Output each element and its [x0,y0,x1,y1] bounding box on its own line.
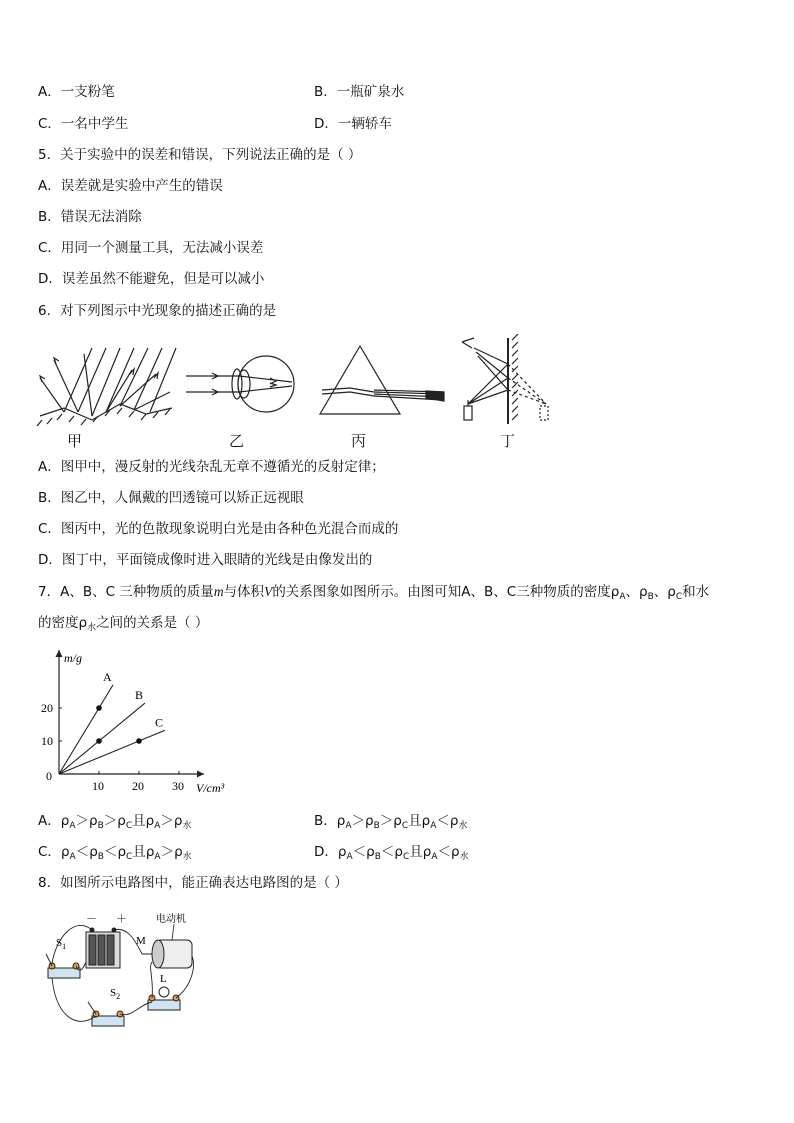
q6-stem: 6．对下列图示中光现象的描述正确的是 [38,303,277,319]
q8-circuit-figure [36,906,206,1036]
rho-subscript: B [373,821,380,831]
data-point [136,738,142,744]
series-label-c: C [155,715,164,730]
q6-option-b: B．图乙中，人佩戴的凹透镜可以矫正远视眼 [38,490,304,506]
rho-symbol: ρ [667,584,676,600]
prism-dispersion-diagram [320,346,444,414]
series-line-b [59,703,145,774]
q7-chart [34,640,244,800]
rho-subscript: A [430,821,437,831]
q8-stem: 8．如图所示电路图中，能正确表达电路图的是（ ） [38,875,348,891]
option-letter: B． [314,813,337,829]
conjunction: 且 [409,844,423,860]
origin-label: 0 [46,769,52,783]
rho-subscript: A [346,852,353,862]
rho-symbol: ρ [145,844,155,860]
rho-symbol: ρ [610,584,620,600]
rho-symbol: ρ [89,813,98,829]
q7-option-a [38,812,191,835]
rho-subscript: 水 [458,821,468,831]
q7-option-d [314,843,469,866]
relation: ＜ [437,844,452,860]
rho-subscript: B [97,852,104,862]
battery-plus-label: ＋ [116,913,127,925]
q5-option-b: B．错误无法消除 [38,209,142,225]
q5-option-c: C．用同一个测量工具，无法减小误差 [38,240,264,256]
motor-m-label: M [136,935,146,947]
relation: ＞ [351,813,366,829]
relation: ＞ [103,813,118,829]
q7-stem-part2: 与体积 [223,584,265,600]
rho-subscript: 水 [182,852,192,862]
q6-option-a: A．图甲中，漫反射的光线杂乱无章不遵循光的反射定律； [38,459,385,475]
rho-subscript: A [345,821,352,831]
switch-label-letter: S [110,987,117,999]
rho-symbol: ρ [422,844,432,860]
battery-icon [86,928,120,968]
rho-symbol: ρ [117,844,127,860]
relation: ＜ [380,844,395,860]
conjunction: 且 [408,813,422,829]
rho-subscript: A [619,592,626,602]
rho-symbol: ρ [366,844,375,860]
rho-subscript: A [154,852,161,862]
conjunction: 且 [132,813,146,829]
q6-caption-yi: 乙 [229,432,245,450]
switch-label-subscript: 2 [116,992,121,1001]
rho-symbol: ρ [60,813,70,829]
switch-s2-icon [88,1002,124,1026]
series-line-a [59,685,113,774]
option-letter: C． [38,844,61,860]
conjunction: 且 [132,844,146,860]
x-axis-label: V/cm³ [196,781,225,795]
rho-symbol: ρ [145,813,155,829]
lamp-l-label: L [160,973,167,985]
rho-subscript: C [675,592,683,602]
q7-stem-part1: 7．A、B、C 三种物质的质量 [38,584,214,600]
rho-symbol: ρ [117,813,126,829]
rho-subscript: 水 [87,623,97,633]
rho-subscript: 水 [459,852,469,862]
q6-option-d: D．图丁中，平面镜成像时进入眼睛的光线是由像发出的 [38,552,373,568]
q4-option-d: D．一辆轿车 [314,116,392,132]
rho-subscript: B [374,852,381,862]
y-tick-label: 20 [41,701,53,715]
switch-label-subscript: 1 [62,942,67,951]
y-tick-label: 10 [41,734,53,748]
q7-stem-part4: 和水 [682,584,710,600]
relation: ＜ [103,844,118,860]
rho-subscript: A [431,852,438,862]
rho-symbol: ρ [365,813,374,829]
rho-symbol: ρ [174,844,183,860]
eye-lens-diagram [186,356,294,412]
rho-symbol: ρ [89,844,98,860]
rho-subscript: 水 [182,821,192,831]
relation: ＞ [379,813,394,829]
q7-option-c [38,843,192,866]
x-tick-label: 30 [172,779,184,793]
x-tick-label: 10 [92,779,104,793]
motor-label: 电动机 [156,914,186,925]
rho-symbol: ρ [336,813,346,829]
diffuse-reflection-diagram [37,348,176,426]
relation: ＜ [436,813,450,829]
rho-subscript: A [69,821,76,831]
option-letter: A． [38,813,61,829]
switch-s1-icon [46,954,80,978]
q7-var-v: V [264,584,273,599]
rho-symbol: ρ [337,844,347,860]
relation: ＜ [352,844,367,860]
rho-symbol: ρ [449,813,459,829]
rho-symbol: ρ [393,813,402,829]
switch-s2-label [110,987,120,1001]
relation: ＞ [160,844,175,860]
q7-stem-line1: 7．A、B、C 三种物质的质量m与体积V的关系图象如图所示。由图可知A、B、C三种物质的密度$\rho_A$、$\rho_B$、$\rho_C$和水 [38,584,710,602]
rho-subscript: B [647,592,654,602]
q6-figure [34,334,559,450]
q7-stem-part3: 的关系图象如图所示。由图可知A、B、C三种物质的密度 [272,584,611,600]
rho-subscript: A [154,821,161,831]
q4-option-a: A．一支粉笔 [38,84,115,100]
plane-mirror-diagram [462,334,548,424]
rho-symbol: ρ [173,813,183,829]
rho-subscript: C [125,821,133,831]
series-label-a: A [103,669,112,684]
data-point [96,738,102,744]
relation: ＜ [75,844,90,860]
y-axis-label: m/g [64,651,82,665]
switch-label-letter: S [56,937,63,949]
q7-stem-line2-start: 的密度 [38,615,79,631]
x-tick-label: 20 [132,779,144,793]
q4-option-c: C．一名中学生 [38,116,129,132]
series-label-b: B [135,688,144,703]
rho-symbol: ρ [78,615,88,631]
rho-symbol: ρ [639,584,648,600]
rho-subscript: B [97,821,104,831]
q5-stem: 5．关于实验中的误差和错误，下列说法正确的是（ ） [38,147,362,163]
rho-symbol: ρ [421,813,431,829]
q6-caption-ding: 丁 [500,432,516,450]
q5-option-a: A．误差就是实验中产生的错误 [38,178,223,194]
motor-icon [142,940,192,968]
q6-caption-jia: 甲 [67,432,83,450]
q7-option-b [314,812,468,835]
series-line-c [59,730,165,774]
data-point [96,705,102,711]
q6-caption-bing: 丙 [351,432,367,450]
rho-symbol: ρ [451,844,460,860]
q7-var-m: m [213,584,224,599]
rho-subscript: C [401,821,409,831]
rho-subscript: C [126,852,133,862]
battery-minus-label: － [86,913,97,925]
relation: ＞ [75,813,89,829]
q7-stem-line2-end: 之间的关系是（ ） [96,615,209,631]
rho-symbol: ρ [60,844,70,860]
q6-option-c: C．图丙中，光的色散现象说明白光是由各种色光混合而成的 [38,521,399,537]
option-letter: D． [314,844,338,860]
rho-subscript: C [403,852,410,862]
q5-option-d: D．误差虽然不能避免，但是可以减小 [38,271,265,287]
rho-subscript: A [69,852,76,862]
q7-stem-line2 [38,614,208,637]
rho-symbol: ρ [394,844,403,860]
relation: ＞ [160,813,174,829]
q4-option-b: B．一瓶矿泉水 [314,84,405,100]
